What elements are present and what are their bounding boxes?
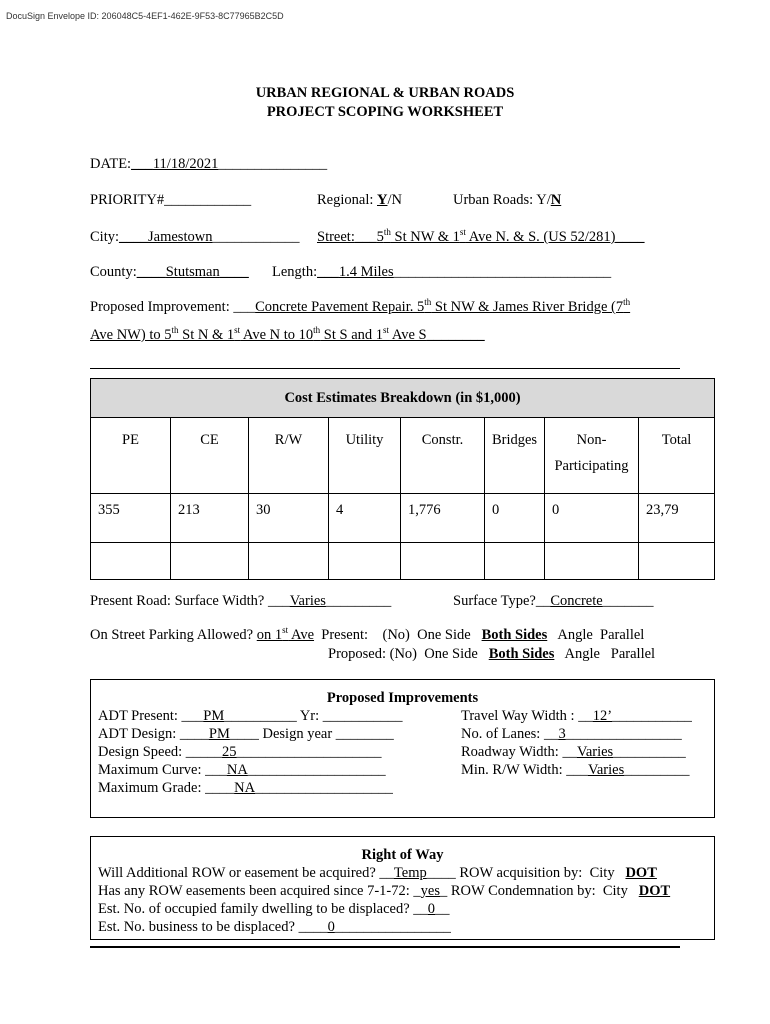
max-grade-lead: ____ — [205, 780, 235, 796]
surface-type-label: Surface Type? — [453, 593, 536, 609]
adt-design-value: PM — [208, 726, 230, 742]
lanes-row — [461, 726, 682, 743]
empty-cell — [249, 543, 329, 580]
surface-type-lead: __ — [535, 593, 551, 609]
travel-way-label: Travel Way Width : — [461, 708, 575, 724]
page-title-line1: URBAN REGIONAL & URBAN ROADS — [255, 85, 515, 101]
value-ce: 213 — [171, 494, 249, 543]
adt-present-lead: ___ — [181, 708, 204, 724]
header-ce: CE — [171, 418, 249, 494]
priority-value: ____________ — [164, 192, 252, 208]
value-bridges: 0 — [485, 494, 545, 543]
proposed-improvement-label: Proposed Improvement: — [90, 299, 230, 315]
present-road-lead: ___ — [267, 593, 290, 609]
parking-proposed-both-sides: Both Sides — [488, 646, 555, 662]
parking-label: On Street Parking Allowed? — [90, 627, 254, 643]
date-label: DATE: — [90, 156, 132, 172]
design-speed-label: Design Speed: — [98, 744, 183, 760]
date-lead: ___ — [131, 156, 153, 172]
urban-roads-field — [453, 192, 561, 209]
row-condemnation-city: City — [602, 883, 628, 899]
adt-present-label: ADT Present: — [98, 708, 178, 724]
design-year-label: Design year — [262, 726, 333, 742]
row-easements-label: Has any ROW easements been acquired since 7-1-72: — [98, 883, 410, 899]
parking-present-angle: Angle — [557, 627, 593, 643]
row-additional-lead: __ — [379, 865, 394, 881]
empty-cell — [329, 543, 401, 580]
length-trail: ______________________________ — [393, 264, 612, 280]
proposed-improvement-line1 — [90, 299, 630, 316]
adt-present-yr-label: Yr: — [299, 708, 320, 724]
value-pe: 355 — [91, 494, 171, 543]
empty-cell — [401, 543, 485, 580]
header-non-participating: Non- Participating — [545, 418, 639, 494]
travel-way-value: 12’ — [592, 708, 613, 724]
travel-way-trail: ___________ — [612, 708, 692, 724]
regional-field — [317, 192, 402, 209]
lanes-value: 3 — [558, 726, 566, 742]
roadway-width-label: Roadway Width: — [461, 744, 559, 760]
proposed-improvements-box — [90, 679, 715, 818]
surface-type-value: Concrete — [550, 593, 603, 609]
row-dwellings-trail: __ — [435, 901, 450, 917]
adt-design-row — [98, 726, 394, 743]
max-grade-row — [98, 780, 393, 797]
min-rw-width-label: Min. R/W Width: — [461, 762, 563, 778]
travel-way-row — [461, 708, 692, 725]
street-row — [317, 229, 645, 246]
max-curve-value: NA — [226, 762, 248, 778]
regional-yes: Y — [377, 192, 388, 208]
empty-cell — [485, 543, 545, 580]
row-additional-trail: ____ — [426, 865, 456, 881]
min-rw-width-lead: ___ — [566, 762, 588, 778]
row-condemnation-dot: DOT — [638, 883, 671, 899]
date-value: 11/18/2021 — [152, 156, 219, 172]
city-lead: ____ — [119, 229, 149, 245]
travel-way-lead: __ — [578, 708, 593, 724]
value-total: 23,79 — [639, 494, 715, 543]
city-trail: ____________ — [212, 229, 300, 245]
row-additional-label: Will Additional ROW or easement be acquired? — [98, 865, 376, 881]
lanes-label: No. of Lanes: — [461, 726, 541, 742]
min-rw-width-row — [461, 762, 689, 779]
right-of-way-box — [90, 836, 715, 940]
priority-row — [90, 192, 251, 209]
max-curve-lead: ___ — [205, 762, 227, 778]
date-row — [90, 156, 327, 173]
urban-roads-yes: Y/ — [536, 192, 551, 208]
row-dwellings-value: 0 — [427, 901, 436, 917]
adt-present-row — [98, 708, 403, 725]
empty-cell — [545, 543, 639, 580]
max-curve-trail: ___________________ — [247, 762, 386, 778]
design-speed-trail: ____________________ — [236, 744, 382, 760]
adt-design-lead: ____ — [179, 726, 209, 742]
value-rw: 30 — [249, 494, 329, 543]
row-additional-row — [98, 865, 657, 882]
parking-proposed-one-side: One Side — [424, 646, 478, 662]
docusign-envelope-id: DocuSign Envelope ID: 206048C5-4EF1-462E-9F53-8C77965B2C5D — [6, 11, 284, 21]
regional-no: /N — [387, 192, 402, 208]
length-lead: ___ — [317, 264, 339, 280]
length-label: Length: — [272, 264, 318, 280]
value-constr: 1,776 — [401, 494, 485, 543]
value-non-participating: 0 — [545, 494, 639, 543]
header-pe: PE — [91, 418, 171, 494]
max-curve-label: Maximum Curve: — [98, 762, 202, 778]
value-utility: 4 — [329, 494, 401, 543]
empty-cell — [91, 543, 171, 580]
urban-roads-label: Urban Roads: — [453, 192, 534, 208]
street-label: Street: — [317, 229, 355, 245]
proposed-improvement-line2 — [90, 327, 485, 344]
county-value: Stutsman — [165, 264, 220, 280]
present-road-trail: _________ — [325, 593, 392, 609]
design-speed-row — [98, 744, 382, 761]
county-lead: ____ — [136, 264, 166, 280]
row-condemnation-label: ROW Condemnation by: — [450, 883, 596, 899]
county-trail: ____ — [219, 264, 249, 280]
city-value: Jamestown — [148, 229, 213, 245]
row-business-row — [98, 919, 451, 936]
design-speed-lead: _____ — [185, 744, 223, 760]
row-business-lead: ____ — [298, 919, 328, 935]
header-rw: R/W — [249, 418, 329, 494]
page-title-line2: PROJECT SCOPING WORKSHEET — [266, 104, 504, 120]
parking-present-both-sides: Both Sides — [481, 627, 548, 643]
row-easements-row — [98, 883, 670, 900]
surface-type-row — [453, 593, 653, 610]
row-dwellings-label: Est. No. of occupied family dwelling to be displaced? — [98, 901, 410, 917]
present-road-label: Present Road: Surface Width? — [90, 593, 265, 609]
row-dwellings-lead: __ — [413, 901, 428, 917]
row-acquisition-city: City — [589, 865, 615, 881]
adt-design-trail: ____ — [229, 726, 259, 742]
row-acquisition-dot: DOT — [625, 865, 657, 881]
priority-label: PRIORITY# — [90, 192, 165, 208]
parking-present-no: (No) — [382, 627, 410, 643]
min-rw-width-value: Varies — [587, 762, 625, 778]
urban-roads-no: N — [550, 192, 562, 208]
adt-present-value: PM — [203, 708, 225, 724]
bottom-rule — [90, 946, 680, 948]
max-grade-label: Maximum Grade: — [98, 780, 202, 796]
row-business-value: 0 — [327, 919, 335, 935]
roadway-width-trail: __________ — [613, 744, 686, 760]
surface-type-trail: _______ — [602, 593, 654, 609]
empty-cell — [639, 543, 715, 580]
parking-present-parallel: Parallel — [600, 627, 645, 643]
cost-estimates-table — [90, 378, 715, 580]
row-business-trail: ________________ — [334, 919, 451, 935]
parking-location: on 1st Ave — [256, 625, 315, 643]
lanes-trail: ________________ — [565, 726, 682, 742]
length-row — [272, 264, 611, 281]
present-road-row — [90, 593, 391, 610]
parking-proposed-parallel: Parallel — [610, 646, 656, 662]
city-row — [90, 229, 299, 246]
length-value: 1.4 Miles — [338, 264, 394, 280]
header-total: Total — [639, 418, 715, 494]
parking-present-one-side: One Side — [417, 627, 471, 643]
right-of-way-title: Right of Way — [361, 847, 444, 863]
header-constr: Constr. — [401, 418, 485, 494]
proposed-improvement-text1: Concrete Pavement Repair. 5th St NW & James River Bridge (7th — [255, 297, 631, 315]
parking-proposed-angle: Angle — [564, 646, 600, 662]
cost-table-title: Cost Estimates Breakdown (in $1,000) — [91, 379, 715, 418]
parking-present-row — [90, 627, 644, 644]
max-curve-row — [98, 762, 386, 779]
regional-label: Regional: — [317, 192, 374, 208]
adt-present-yr-value: ___________ — [322, 708, 403, 724]
proposed-improvement-text2: Ave NW) to 5th St N & 1st Ave N to 10th St S and 1st Ave S________ — [90, 325, 485, 343]
header-utility: Utility — [329, 418, 401, 494]
present-road-value: Varies — [289, 593, 326, 609]
roadway-width-lead: __ — [562, 744, 577, 760]
city-label: City: — [90, 229, 120, 245]
header-bridges: Bridges — [485, 418, 545, 494]
parking-proposed-row — [328, 646, 655, 663]
row-business-label: Est. No. business to be displaced? — [98, 919, 295, 935]
lanes-lead: __ — [543, 726, 559, 742]
proposed-improvements-title: Proposed Improvements — [326, 690, 479, 706]
roadway-width-value: Varies — [576, 744, 614, 760]
divider-line — [90, 368, 680, 369]
row-acquisition-label: ROW acquisition by: — [459, 865, 583, 881]
design-speed-value: 25 — [222, 744, 237, 760]
parking-proposed-label: Proposed: — [328, 646, 386, 662]
date-trail: _______________ — [218, 156, 328, 172]
county-row — [90, 264, 249, 281]
empty-cell — [171, 543, 249, 580]
row-easements-trail: _ — [440, 883, 448, 899]
row-additional-value: Temp — [393, 865, 427, 881]
max-grade-value: NA — [234, 780, 256, 796]
row-easements-lead: _ — [413, 883, 421, 899]
design-year-value: ________ — [335, 726, 394, 742]
street-value: 5th St NW & 1st Ave N. & S. (US 52/281)____ — [376, 227, 645, 245]
row-dwellings-row — [98, 901, 450, 918]
parking-proposed-no: (No) — [389, 646, 418, 662]
proposed-improvement-lead: ___ — [233, 299, 256, 315]
row-easements-value: yes — [420, 883, 440, 899]
roadway-width-row — [461, 744, 686, 761]
street-lead: ___ — [354, 229, 377, 245]
adt-design-label: ADT Design: — [98, 726, 177, 742]
county-label: County: — [90, 264, 137, 280]
min-rw-width-trail: _________ — [624, 762, 690, 778]
adt-present-trail: __________ — [224, 708, 297, 724]
parking-present-label: Present: — [321, 627, 368, 643]
max-grade-trail: ___________________ — [255, 780, 393, 796]
